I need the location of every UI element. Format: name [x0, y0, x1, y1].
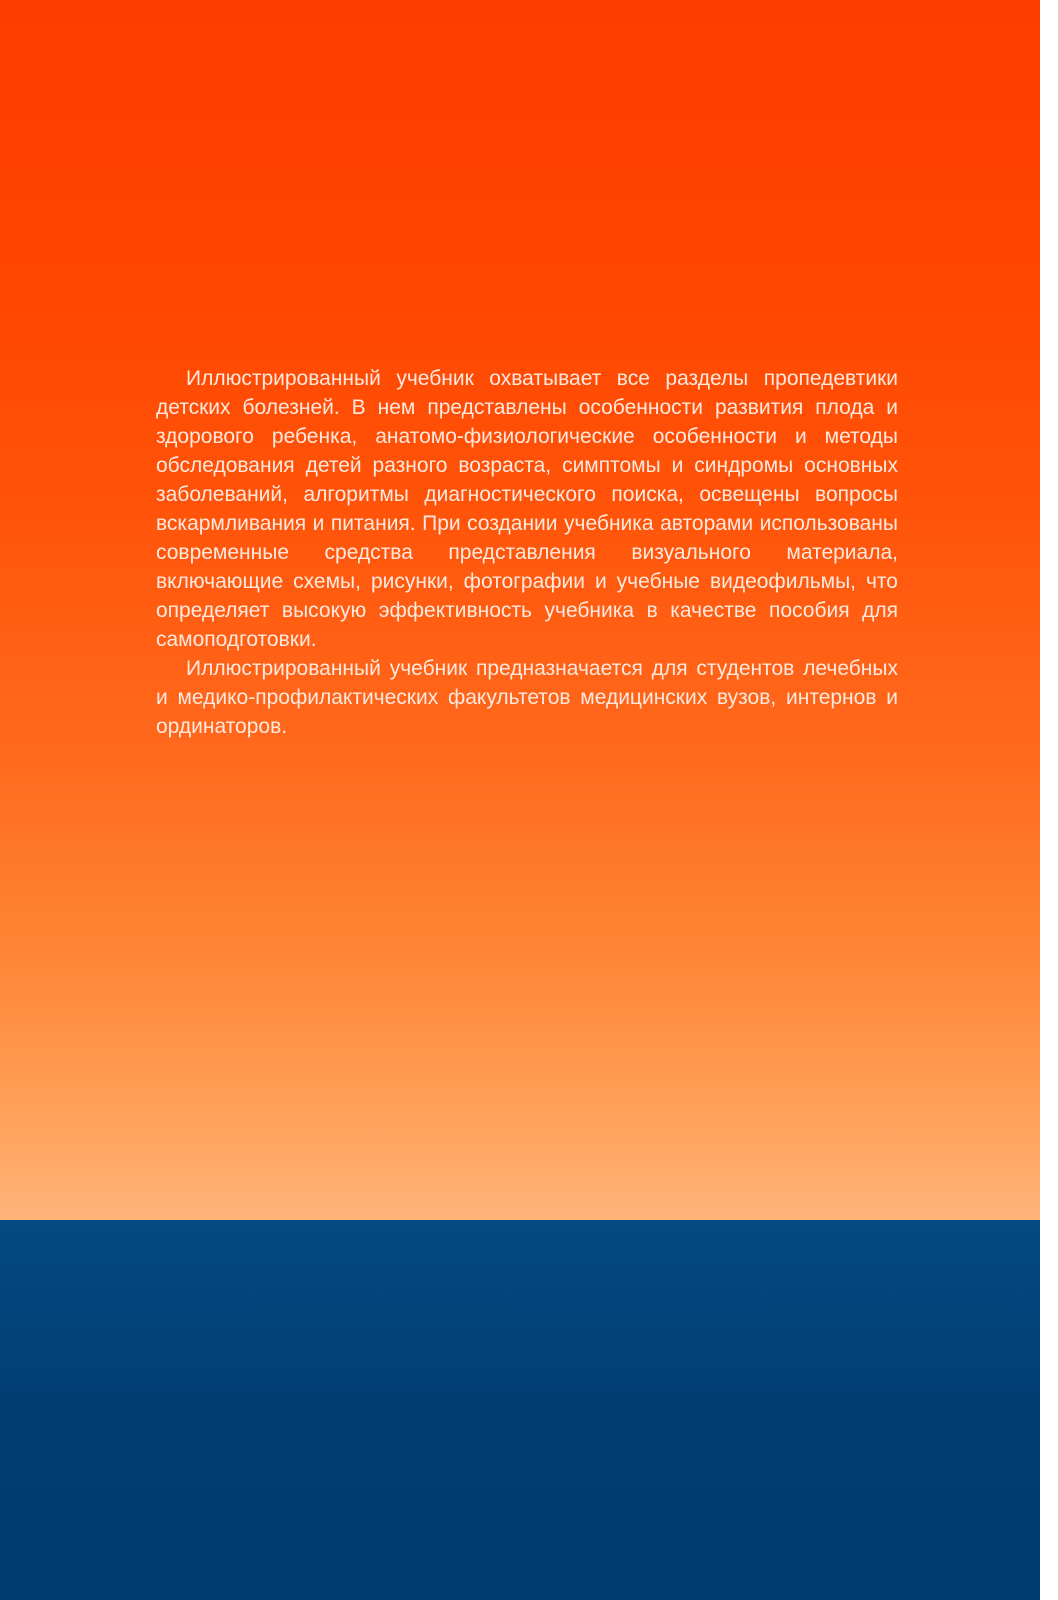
annotation-paragraph-2: Иллюстрированный учебник предназначается для студентов лечебных и медико-профилактических факультетов медицинских вузов, интернов и ординаторов. [156, 657, 898, 738]
annotation-paragraph-1: Иллюстрированный учебник охватывает все разделы пропедевтики детских болезней. В нем представлены особенности развития плода и здорового ребенка, анатомо-физиологические особенности и методы обследования детей разного возраста, симптомы и синдромы основных заболеваний, алгоритмы диагностического поиска, освещены вопросы вскармливания и питания. При создании учебника авторами использованы современные средства представления визуального материала, включающие схемы, рисунки, фотографии и учебные видеофильмы, что определяет высокую эффективность учебника в качестве пособия для самоподготовки. [156, 367, 898, 651]
page-edge [1040, 0, 1058, 1600]
annotation-text [156, 364, 898, 741]
blue-band [0, 1220, 1040, 1600]
